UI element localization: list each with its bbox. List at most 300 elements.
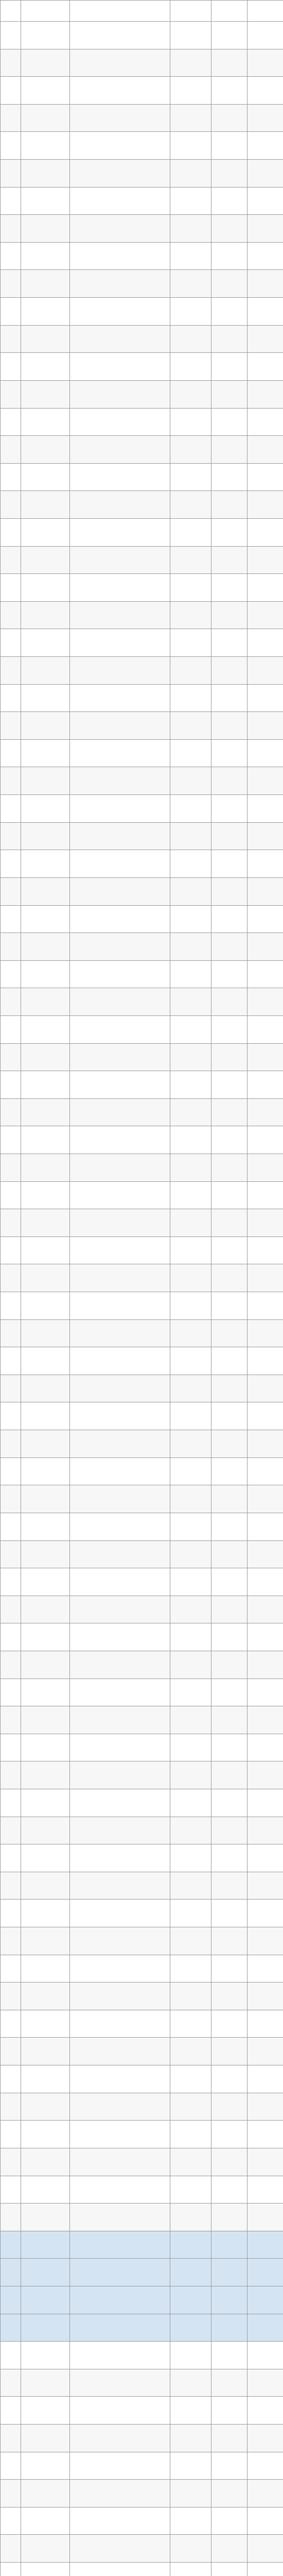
table-row	[1, 2204, 283, 2231]
table-cell	[211, 1071, 247, 1099]
table-cell	[170, 1209, 211, 1237]
table-cell	[211, 270, 247, 298]
table-cell	[211, 49, 247, 77]
table-cell	[247, 2535, 283, 2563]
table-cell	[211, 1817, 247, 1844]
table-cell	[70, 1872, 170, 1900]
table-cell	[170, 353, 211, 381]
table-cell	[247, 1982, 283, 2010]
table-cell	[70, 187, 170, 215]
table-cell	[211, 988, 247, 1016]
table-cell	[21, 601, 70, 629]
table-cell	[21, 1071, 70, 1099]
table-cell	[170, 1071, 211, 1099]
table-cell	[70, 1292, 170, 1320]
table-cell	[170, 436, 211, 464]
table-cell	[211, 1955, 247, 1982]
table-row	[1, 77, 283, 105]
table-cell	[170, 2231, 211, 2259]
table-cell	[21, 77, 70, 105]
table-cell	[21, 574, 70, 602]
table-cell	[70, 1982, 170, 2010]
table-cell	[211, 1375, 247, 1402]
table-cell	[170, 1568, 211, 1596]
table-cell	[70, 436, 170, 464]
table-cell	[211, 684, 247, 712]
table-cell	[211, 1513, 247, 1540]
table-cell	[247, 2369, 283, 2397]
table-cell	[70, 1375, 170, 1402]
table-cell	[170, 1761, 211, 1789]
table-cell	[211, 380, 247, 408]
table-cell	[70, 2148, 170, 2176]
table-cell	[70, 601, 170, 629]
table-cell	[1, 1900, 21, 1927]
table-cell	[170, 2065, 211, 2093]
table-cell	[170, 795, 211, 823]
table-row	[1, 546, 283, 574]
table-cell	[211, 822, 247, 850]
table-row	[1, 2065, 283, 2093]
table-cell	[21, 1679, 70, 1706]
table-cell	[170, 1540, 211, 1568]
table-cell	[1, 1264, 21, 1292]
table-cell	[211, 1734, 247, 1761]
table-cell	[211, 2480, 247, 2507]
table-cell	[1, 463, 21, 491]
table-cell	[21, 1927, 70, 1955]
table-cell	[170, 629, 211, 657]
table-cell	[1, 1789, 21, 1817]
table-cell	[21, 298, 70, 326]
table-cell	[21, 1319, 70, 1347]
table-cell	[170, 1982, 211, 2010]
table-cell	[70, 2286, 170, 2314]
table-row	[1, 298, 283, 326]
table-cell	[170, 463, 211, 491]
table-cell	[70, 49, 170, 77]
table-cell	[211, 1540, 247, 1568]
table-cell	[170, 712, 211, 740]
table-cell	[1, 1126, 21, 1154]
table-cell	[1, 960, 21, 988]
table-row	[1, 463, 283, 491]
table-cell	[1, 877, 21, 905]
table-row	[1, 1071, 283, 1099]
table-row	[1, 2010, 283, 2038]
table-cell	[70, 1540, 170, 1568]
table-cell	[170, 1679, 211, 1706]
table-cell	[70, 22, 170, 49]
table-cell	[70, 2121, 170, 2148]
table-cell	[21, 1872, 70, 1900]
table-cell	[1, 739, 21, 767]
table-cell	[70, 1458, 170, 1485]
table-cell	[170, 1872, 211, 1900]
table-cell	[170, 1651, 211, 1679]
table-cell	[211, 104, 247, 132]
table-cell	[21, 463, 70, 491]
table-row	[1, 960, 283, 988]
table-cell	[21, 1761, 70, 1789]
table-row	[1, 1927, 283, 1955]
table-cell	[170, 2535, 211, 2563]
table-cell	[70, 712, 170, 740]
table-row	[1, 2425, 283, 2452]
table-cell	[1, 1596, 21, 1623]
table-cell	[170, 2286, 211, 2314]
table-cell	[1, 2480, 21, 2507]
table-row	[1, 1706, 283, 1734]
table-cell	[170, 1789, 211, 1817]
table-cell	[1, 1623, 21, 1651]
table-cell	[1, 2121, 21, 2148]
table-cell	[21, 546, 70, 574]
table-cell	[1, 1319, 21, 1347]
table-cell	[1, 1154, 21, 1181]
table-cell	[170, 325, 211, 353]
table-cell	[70, 795, 170, 823]
table-cell	[1, 1679, 21, 1706]
table-cell	[21, 2369, 70, 2397]
table-cell	[211, 1844, 247, 1872]
table-cell	[170, 49, 211, 77]
table-row	[1, 2535, 283, 2563]
table-row	[1, 1872, 283, 1900]
table-cell	[21, 2507, 70, 2535]
table-cell	[247, 2342, 283, 2369]
table-cell	[170, 739, 211, 767]
table-cell	[1, 2507, 21, 2535]
table-cell	[247, 601, 283, 629]
table-cell	[21, 1955, 70, 1982]
table-cell	[170, 2452, 211, 2480]
table-cell	[247, 2093, 283, 2121]
table-cell	[70, 1513, 170, 1540]
table-cell	[170, 2204, 211, 2231]
table-cell	[170, 132, 211, 160]
table-row	[1, 2563, 283, 2576]
table-cell	[211, 1982, 247, 2010]
table-cell	[247, 1181, 283, 1209]
table-cell	[70, 1209, 170, 1237]
table-row	[1, 104, 283, 132]
table-cell	[247, 960, 283, 988]
table-cell	[1, 1209, 21, 1237]
table-cell	[247, 546, 283, 574]
table-cell	[170, 1015, 211, 1043]
table-cell	[1, 1927, 21, 1955]
table-cell	[70, 657, 170, 685]
table-cell	[211, 1181, 247, 1209]
table-cell	[21, 491, 70, 519]
table-row	[1, 160, 283, 188]
table-cell	[70, 933, 170, 961]
table-cell	[247, 2038, 283, 2065]
table-row	[1, 1900, 283, 1927]
table-row	[1, 1844, 283, 1872]
table-row	[1, 1043, 283, 1071]
table-cell	[247, 2425, 283, 2452]
table-cell	[70, 2507, 170, 2535]
table-cell	[247, 2480, 283, 2507]
table-cell	[170, 160, 211, 188]
table-cell	[1, 1485, 21, 1513]
table-cell	[170, 2480, 211, 2507]
table-cell	[1, 1706, 21, 1734]
table-cell	[211, 2342, 247, 2369]
table-row	[1, 132, 283, 160]
table-cell	[170, 1347, 211, 1375]
table-cell	[247, 2204, 283, 2231]
table-cell	[211, 1319, 247, 1347]
table-row	[1, 574, 283, 602]
table-cell	[70, 1126, 170, 1154]
table-cell	[70, 2065, 170, 2093]
table-cell	[247, 1706, 283, 1734]
table-row	[1, 905, 283, 933]
table-cell	[211, 1126, 247, 1154]
table-cell	[247, 1596, 283, 1623]
table-cell	[21, 2314, 70, 2342]
table-cell	[1, 629, 21, 657]
table-cell	[21, 22, 70, 49]
table-row	[1, 325, 283, 353]
table-cell	[1, 1098, 21, 1126]
table-cell	[70, 1236, 170, 1264]
table-cell	[70, 988, 170, 1016]
table-cell	[247, 187, 283, 215]
table-cell	[70, 2093, 170, 2121]
header-project-name	[21, 1, 70, 22]
table-cell	[1, 2563, 21, 2576]
table-cell	[247, 712, 283, 740]
table-cell	[21, 629, 70, 657]
table-cell	[170, 1375, 211, 1402]
header-construction-content	[70, 1, 170, 22]
table-cell	[170, 988, 211, 1016]
table-cell	[21, 795, 70, 823]
table-cell	[211, 215, 247, 243]
table-cell	[247, 49, 283, 77]
table-cell	[211, 1789, 247, 1817]
table-cell	[1, 187, 21, 215]
table-cell	[247, 629, 283, 657]
table-row	[1, 877, 283, 905]
table-row	[1, 1568, 283, 1596]
table-cell	[247, 1872, 283, 1900]
table-cell	[247, 2563, 283, 2576]
table-cell	[211, 242, 247, 270]
table-row	[1, 491, 283, 519]
table-cell	[211, 1430, 247, 1458]
table-cell	[247, 1485, 283, 1513]
table-cell	[1, 2452, 21, 2480]
table-cell	[211, 795, 247, 823]
table-cell	[21, 2204, 70, 2231]
table-cell	[1, 1872, 21, 1900]
table-cell	[21, 2231, 70, 2259]
table-row	[1, 712, 283, 740]
table-row	[1, 187, 283, 215]
table-cell	[211, 2369, 247, 2397]
table-cell	[247, 850, 283, 878]
table-row	[1, 1955, 283, 1982]
table-cell	[21, 739, 70, 767]
table-cell	[70, 2397, 170, 2425]
table-cell	[170, 1043, 211, 1071]
table-cell	[211, 2038, 247, 2065]
table-cell	[21, 2342, 70, 2369]
table-cell	[1, 491, 21, 519]
table-cell	[70, 215, 170, 243]
table-cell	[247, 1347, 283, 1375]
table-cell	[170, 380, 211, 408]
table-cell	[247, 270, 283, 298]
table-cell	[247, 1098, 283, 1126]
table-cell	[170, 2507, 211, 2535]
table-cell	[70, 574, 170, 602]
table-cell	[70, 1596, 170, 1623]
table-cell	[21, 1015, 70, 1043]
table-row	[1, 2397, 283, 2425]
table-cell	[211, 739, 247, 767]
table-cell	[170, 2093, 211, 2121]
table-cell	[1, 2259, 21, 2286]
table-cell	[247, 574, 283, 602]
table-cell	[211, 1651, 247, 1679]
table-cell	[1, 1568, 21, 1596]
table-cell	[247, 1568, 283, 1596]
table-cell	[211, 1402, 247, 1430]
table-cell	[211, 712, 247, 740]
table-cell	[211, 518, 247, 546]
table-cell	[1, 905, 21, 933]
table-cell	[70, 463, 170, 491]
table-cell	[247, 436, 283, 464]
table-row	[1, 1623, 283, 1651]
header-category	[1, 1, 21, 22]
table-cell	[21, 1817, 70, 1844]
table-cell	[247, 132, 283, 160]
table-row	[1, 2038, 283, 2065]
table-cell	[70, 1761, 170, 1789]
table-cell	[247, 1623, 283, 1651]
table-cell	[170, 2342, 211, 2369]
table-cell	[21, 2535, 70, 2563]
table-row	[1, 380, 283, 408]
table-row	[1, 2452, 283, 2480]
table-cell	[211, 1761, 247, 1789]
table-cell	[170, 518, 211, 546]
table-cell	[70, 1347, 170, 1375]
table-cell	[211, 1098, 247, 1126]
table-cell	[1, 795, 21, 823]
table-cell	[211, 1623, 247, 1651]
table-cell	[1, 657, 21, 685]
table-cell	[170, 1706, 211, 1734]
table-cell	[247, 1513, 283, 1540]
table-cell	[21, 2425, 70, 2452]
table-cell	[1, 1347, 21, 1375]
table-cell	[211, 436, 247, 464]
table-cell	[1, 436, 21, 464]
table-cell	[247, 491, 283, 519]
table-cell	[1, 1540, 21, 1568]
table-cell	[21, 1485, 70, 1513]
table-row	[1, 1347, 283, 1375]
table-cell	[247, 298, 283, 326]
table-cell	[247, 795, 283, 823]
table-cell	[21, 1513, 70, 1540]
table-cell	[1, 1071, 21, 1099]
table-cell	[170, 546, 211, 574]
table-row	[1, 601, 283, 629]
table-cell	[70, 1651, 170, 1679]
table-cell	[21, 2563, 70, 2576]
table-cell	[170, 684, 211, 712]
table-header-row	[1, 1, 283, 22]
table-cell	[70, 2038, 170, 2065]
table-cell	[170, 2369, 211, 2397]
table-cell	[247, 1043, 283, 1071]
table-cell	[1, 104, 21, 132]
table-cell	[170, 1817, 211, 1844]
table-cell	[21, 1098, 70, 1126]
table-cell	[211, 160, 247, 188]
table-cell	[1, 1402, 21, 1430]
table-cell	[247, 160, 283, 188]
table-cell	[170, 933, 211, 961]
table-cell	[211, 767, 247, 795]
table-cell	[247, 1734, 283, 1761]
header-notes	[247, 1, 283, 22]
table-row	[1, 2231, 283, 2259]
table-cell	[247, 1927, 283, 1955]
table-cell	[70, 629, 170, 657]
table-cell	[211, 2121, 247, 2148]
table-cell	[70, 2480, 170, 2507]
table-cell	[1, 1015, 21, 1043]
table-row	[1, 739, 283, 767]
table-cell	[21, 215, 70, 243]
table-cell	[1, 1651, 21, 1679]
table-cell	[70, 242, 170, 270]
table-cell	[170, 1734, 211, 1761]
table-cell	[1, 2314, 21, 2342]
table-cell	[21, 1236, 70, 1264]
table-cell	[21, 1596, 70, 1623]
table-cell	[1, 933, 21, 961]
table-cell	[1, 1982, 21, 2010]
table-cell	[21, 684, 70, 712]
table-cell	[21, 2148, 70, 2176]
table-cell	[21, 822, 70, 850]
table-cell	[211, 2286, 247, 2314]
table-cell	[70, 739, 170, 767]
table-cell	[70, 1844, 170, 1872]
table-cell	[247, 353, 283, 381]
table-cell	[21, 2286, 70, 2314]
table-cell	[1, 1955, 21, 1982]
table-cell	[70, 491, 170, 519]
table-cell	[70, 2369, 170, 2397]
table-cell	[170, 1955, 211, 1982]
table-cell	[170, 1596, 211, 1623]
table-cell	[21, 2452, 70, 2480]
table-cell	[70, 2231, 170, 2259]
table-cell	[70, 270, 170, 298]
